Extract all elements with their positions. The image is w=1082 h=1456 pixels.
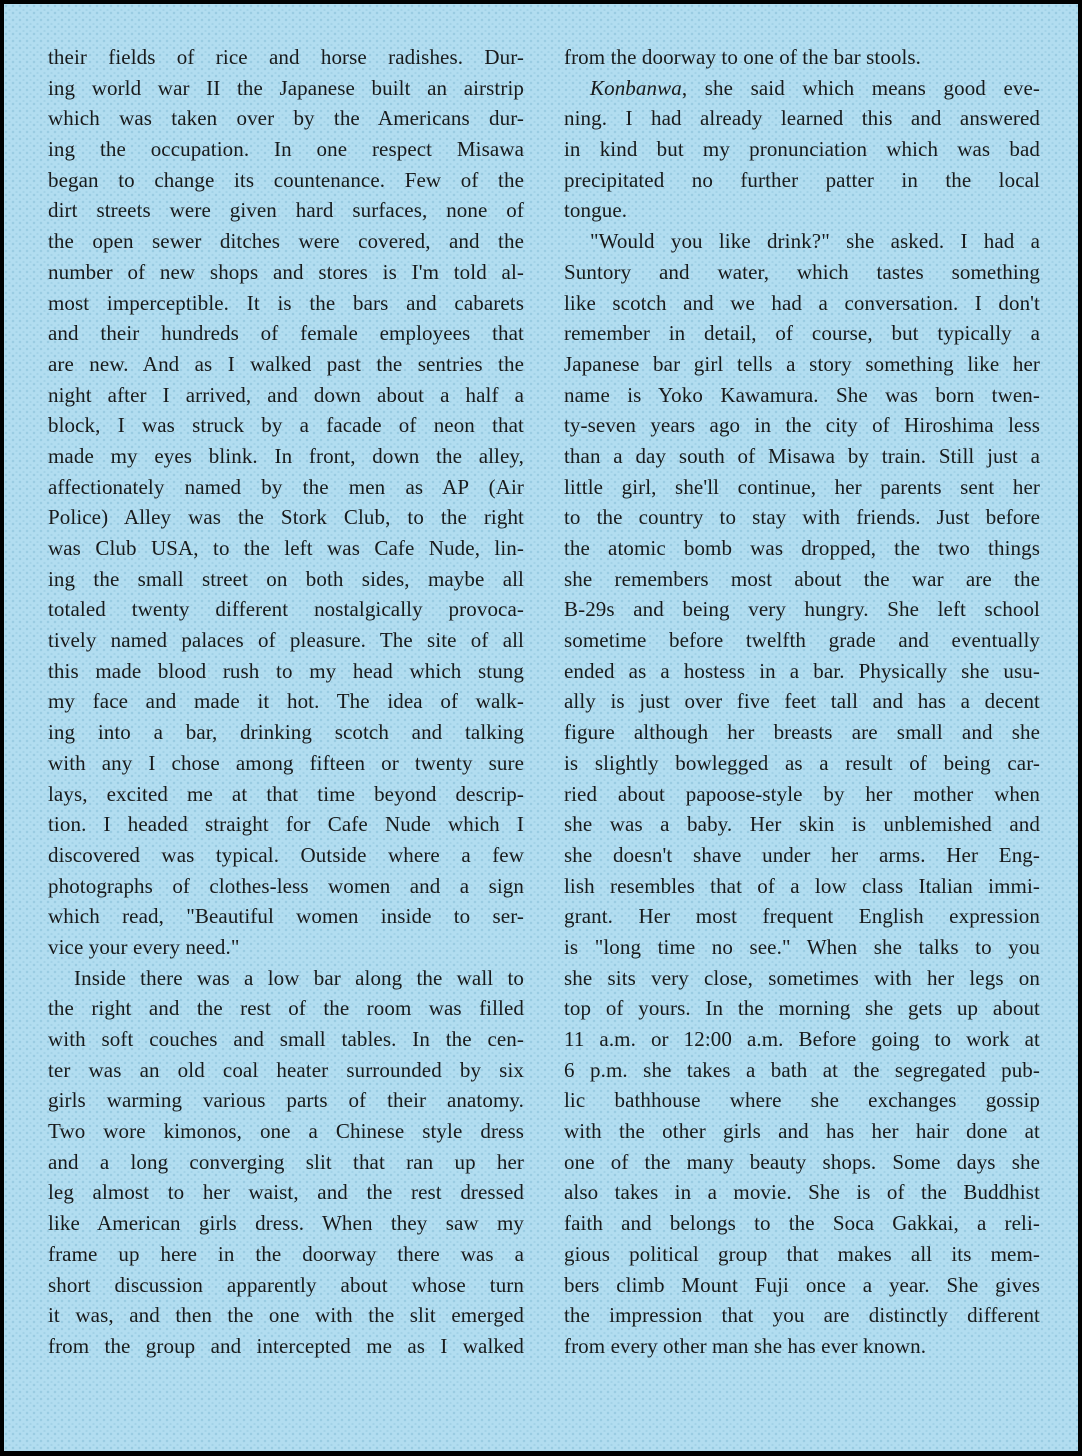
text-column-right <box>564 42 1040 1451</box>
text-line: is slightly bowlegged as a result of being car- <box>564 750 1040 775</box>
text-line: their fields of rice and horse radishes. Dur- <box>48 45 524 69</box>
text-line: are new. And as I walked past the sentries the <box>48 351 524 376</box>
text-line: also takes in a movie. She is of the Buddhist <box>564 1180 1040 1205</box>
text-line: little girl, she'll continue, her parents sent her <box>564 474 1040 499</box>
text-line: lish resembles that of a low class Italian immi- <box>564 873 1040 898</box>
text-line: to the country to stay with friends. Just before <box>564 505 1040 530</box>
text-line: my face and made it hot. The idea of walk- <box>48 689 524 714</box>
text-line: girls warming various parts of their anatomy. <box>48 1088 524 1113</box>
text-line: Two wore kimonos, one a Chinese style dress <box>48 1119 524 1144</box>
text-line: leg almost to her waist, and the rest dressed <box>48 1180 524 1205</box>
text-line: from the doorway to one of the bar stools. <box>564 45 922 69</box>
text-line: faith and belongs to the Soca Gakkai, a reli- <box>564 1211 1040 1236</box>
text-line: the atomic bomb was dropped, the two things <box>564 536 1040 560</box>
text-line: ing the small street on both sides, maybe all <box>48 566 524 591</box>
text-line: ter was an old coal heater surrounded by six <box>48 1057 524 1082</box>
text-line: than a day south of Misawa by train. Still just a <box>564 443 1040 468</box>
text-line: photographs of clothes-less women and a sign <box>48 873 524 898</box>
text-line: Suntory and water, which tastes something <box>564 259 1040 284</box>
text-line: made my eyes blink. In front, down the alley, <box>48 443 524 468</box>
text-column-left <box>48 42 524 1451</box>
text-line: Japanese bar girl tells a story something like her <box>564 351 1040 376</box>
text-line: figure although her breasts are small and she <box>564 720 1040 745</box>
text-line: she sits very close, sometimes with her legs on <box>564 965 1040 990</box>
text-line: sometime before twelfth grade and eventually <box>564 628 1040 653</box>
text-line: she was a baby. Her skin is unblemished and <box>564 812 1040 837</box>
text-line: tongue. <box>564 198 628 223</box>
text-line: name is Yoko Kawamura. She was born twen- <box>564 382 1040 407</box>
text-line: remember in detail, of course, but typically a <box>564 321 1040 346</box>
text-line: she remembers most about the war are the <box>564 566 1040 591</box>
text-line: vice your every need." <box>48 934 240 959</box>
text-line: she doesn't shave under her arms. Her Eng- <box>564 842 1040 867</box>
text-line: and a long converging slit that ran up her <box>48 1149 524 1174</box>
text-line: is "long time no see." When she talks to you <box>564 934 1040 959</box>
text-line: frame up here in the doorway there was a <box>48 1241 524 1266</box>
text-line: like American girls dress. When they saw my <box>48 1211 524 1236</box>
text-line: in kind but my pronunciation which was bad <box>564 137 1040 162</box>
text-line: the open sewer ditches were covered, and the <box>48 229 524 254</box>
text-line: which read, "Beautiful women inside to ser- <box>48 904 524 929</box>
text-line: bers climb Mount Fuji once a year. She gives <box>564 1272 1040 1297</box>
text-line: ing the occupation. In one respect Misawa <box>48 137 524 162</box>
text-line: which was taken over by the Americans dur- <box>48 106 524 131</box>
text-line: number of new shops and stores is I'm told al- <box>48 259 524 284</box>
text-line: discovered was typical. Outside where a few <box>48 842 524 867</box>
text-line: from the group and intercepted me as I walked <box>48 1333 524 1358</box>
text-line: Police) Alley was the Stork Club, to the right <box>48 505 524 530</box>
text-line: B-29s and being very hungry. She left school <box>564 597 1040 622</box>
text-line: grant. Her most frequent English expression <box>564 904 1040 929</box>
text-line: ried about papoose-style by her mother when <box>564 781 1040 806</box>
text-line: lic bathhouse where she exchanges gossip <box>564 1088 1040 1113</box>
text-line: 11 a.m. or 12:00 a.m. Before going to work at <box>564 1027 1040 1051</box>
text-line: was Club USA, to the left was Cafe Nude, lin- <box>48 536 524 560</box>
text-line: block, I was struck by a facade of neon that <box>48 413 524 438</box>
text-line: began to change its countenance. Few of the <box>48 167 524 192</box>
text-line: lays, excited me at that time beyond descrip- <box>48 781 524 806</box>
text-line: totaled twenty different nostalgically provoca- <box>48 597 524 622</box>
text-line: short discussion apparently about whose turn <box>48 1272 524 1297</box>
text-line: Konbanwa, she said which means good eve- <box>590 75 1040 100</box>
text-line: dirt streets were given hard surfaces, none of <box>48 198 524 223</box>
text-line: affectionately named by the men as AP (Air <box>48 474 524 499</box>
text-line: and their hundreds of female employees that <box>48 321 524 346</box>
text-line: the right and the rest of the room was filled <box>48 996 524 1021</box>
text-line: ing into a bar, drinking scotch and talking <box>48 720 524 745</box>
text-line: one of the many beauty shops. Some days she <box>564 1149 1040 1174</box>
text-line: most imperceptible. It is the bars and cabarets <box>48 290 524 315</box>
text-line: Inside there was a low bar along the wall to <box>74 965 524 990</box>
text-line: it was, and then the one with the slit emerged <box>48 1303 524 1328</box>
text-line: like scotch and we had a conversation. I don't <box>564 290 1040 315</box>
text-line: ning. I had already learned this and answered <box>564 106 1040 131</box>
text-line: night after I arrived, and down about a half a <box>48 382 524 407</box>
text-line: with the other girls and has her hair done at <box>564 1119 1040 1144</box>
text-line: 6 p.m. she takes a bath at the segregated pub- <box>564 1057 1040 1082</box>
text-line: "Would you like drink?" she asked. I had a <box>590 229 1040 254</box>
text-line: the impression that you are distinctly different <box>564 1303 1040 1328</box>
text-line: gious political group that makes all its mem- <box>564 1241 1040 1266</box>
text-line: precipitated no further patter in the local <box>564 167 1040 192</box>
text-line: with soft couches and small tables. In the cen- <box>48 1027 524 1051</box>
text-line: ally is just over five feet tall and has a decent <box>564 689 1040 714</box>
text-line: tively named palaces of pleasure. The site of all <box>48 628 524 653</box>
text-line: ty-seven years ago in the city of Hiroshima less <box>564 413 1040 438</box>
text-line: top of yours. In the morning she gets up about <box>564 996 1040 1021</box>
italic-word: Konbanwa <box>590 75 682 100</box>
text-line: this made blood rush to my head which stung <box>48 658 524 683</box>
text-line: from every other man she has ever known. <box>564 1333 927 1358</box>
text-line: ended as a hostess in a bar. Physically she usu- <box>564 658 1040 683</box>
text-line: ing world war II the Japanese built an airstrip <box>48 75 524 100</box>
text-line: tion. I headed straight for Cafe Nude which I <box>48 812 524 837</box>
text-line: with any I chose among fifteen or twenty sure <box>48 750 524 775</box>
